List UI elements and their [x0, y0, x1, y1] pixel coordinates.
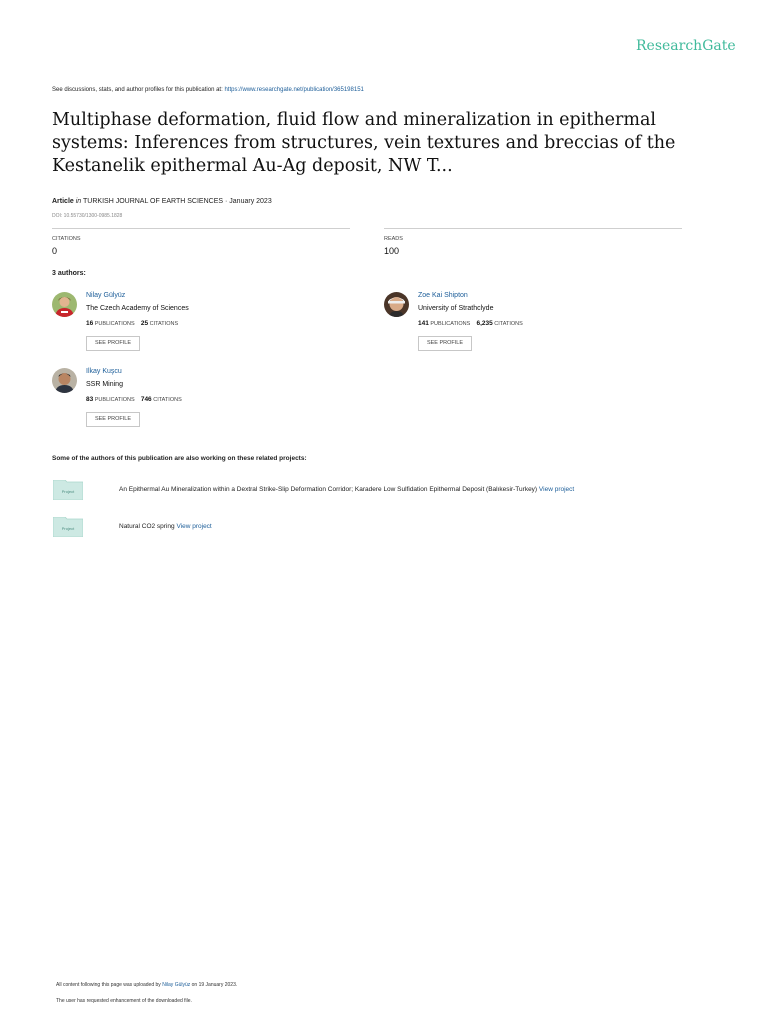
publication-title: Multiphase deformation, fluid flow and mineralization in epithermal systems: Inferences from structures, vein textures and breccias of the Kestanelik epithermal Au-Ag deposit, NW T... — [52, 110, 676, 176]
project-icon-label: Project — [61, 489, 75, 494]
author-affiliation: University of Strathclyde — [418, 305, 494, 312]
view-project-link[interactable]: View project — [538, 486, 575, 493]
publications-count: 83 — [86, 396, 94, 403]
upload-date: on 19 January 2023. — [191, 982, 238, 988]
citations-label: CITATIONS — [52, 236, 81, 242]
see-profile-button[interactable]: SEE PROFILE — [86, 412, 140, 427]
article-type: Article — [52, 198, 74, 205]
citations-label: CITATIONS — [149, 321, 179, 327]
author-name[interactable]: Zoe Kai Shipton — [418, 292, 468, 299]
citations-label: CITATIONS — [153, 397, 182, 403]
publication-url-link[interactable]: https://www.researchgate.net/publication/365198151 — [224, 87, 364, 93]
project-entry — [119, 486, 574, 493]
reads-label: READS — [384, 236, 403, 242]
reads-value: 100 — [384, 246, 400, 256]
author-stats — [418, 320, 523, 327]
project-icon[interactable] — [53, 517, 83, 537]
citations-count: 25 — [140, 320, 149, 327]
see-profile-button[interactable]: SEE PROFILE — [86, 336, 140, 351]
citations-count: 746 — [140, 396, 152, 403]
doi-text: DOI: 10.55730/1300-0985.1828 — [52, 213, 123, 219]
citations-label: CITATIONS — [494, 321, 523, 327]
journal-name[interactable]: TURKISH JOURNAL OF EARTH SCIENCES — [83, 198, 224, 205]
project-title: Natural CO2 spring — [119, 523, 175, 530]
project-entry — [119, 523, 212, 530]
upload-prefix: All content following this page was uploaded by — [56, 982, 161, 988]
in-label: in — [75, 198, 82, 205]
citations-count: 6,235 — [476, 320, 493, 327]
publications-label: PUBLICATIONS — [94, 397, 135, 403]
related-projects-label: Some of the authors of this publication are also working on these related projects: — [52, 455, 307, 462]
publications-count: 16 — [86, 320, 94, 327]
avatar-zoe-kai-shipton[interactable] — [384, 292, 409, 317]
author-affiliation: The Czech Academy of Sciences — [86, 305, 189, 312]
see-profile-button[interactable]: SEE PROFILE — [418, 336, 472, 351]
enhancement-notice: The user has requested enhancement of the downloaded file. — [56, 998, 192, 1004]
see-discussions-text: See discussions, stats, and author profiles for this publication at: — [52, 87, 223, 93]
publications-count: 141 — [418, 320, 429, 327]
authors-count-label: 3 authors: — [52, 270, 86, 277]
author-stats — [86, 320, 178, 327]
publication-meta — [52, 198, 272, 205]
publications-label: PUBLICATIONS — [430, 321, 471, 327]
reads-divider — [384, 228, 682, 229]
avatar-nilay-gulyuz[interactable] — [52, 292, 77, 317]
publication-link-line — [52, 87, 364, 93]
author-affiliation: SSR Mining — [86, 381, 123, 388]
publication-date: · January 2023 — [225, 198, 272, 205]
researchgate-logo[interactable]: ResearchGate — [636, 38, 736, 54]
upload-notice — [56, 982, 237, 988]
author-stats — [86, 396, 182, 403]
avatar-ilkay-kuscu[interactable] — [52, 368, 77, 393]
author-name[interactable]: Nilay Gülyüz — [86, 292, 126, 299]
project-icon[interactable] — [53, 480, 83, 500]
author-name[interactable]: Ilkay Kuşcu — [86, 368, 122, 375]
view-project-link[interactable]: View project — [176, 523, 212, 530]
project-icon-label: Project — [61, 526, 75, 531]
publications-label: PUBLICATIONS — [94, 321, 135, 327]
citations-divider — [52, 228, 350, 229]
citations-value: 0 — [52, 246, 58, 256]
uploader-link[interactable]: Nilay Gülyüz — [162, 982, 191, 988]
project-title: An Epithermal Au Mineralization within a Dextral Strike-Slip Deformation Corridor; Karadere Low Sulfidation Epithermal Deposit (Balıkesir-Turkey) — [119, 486, 538, 493]
